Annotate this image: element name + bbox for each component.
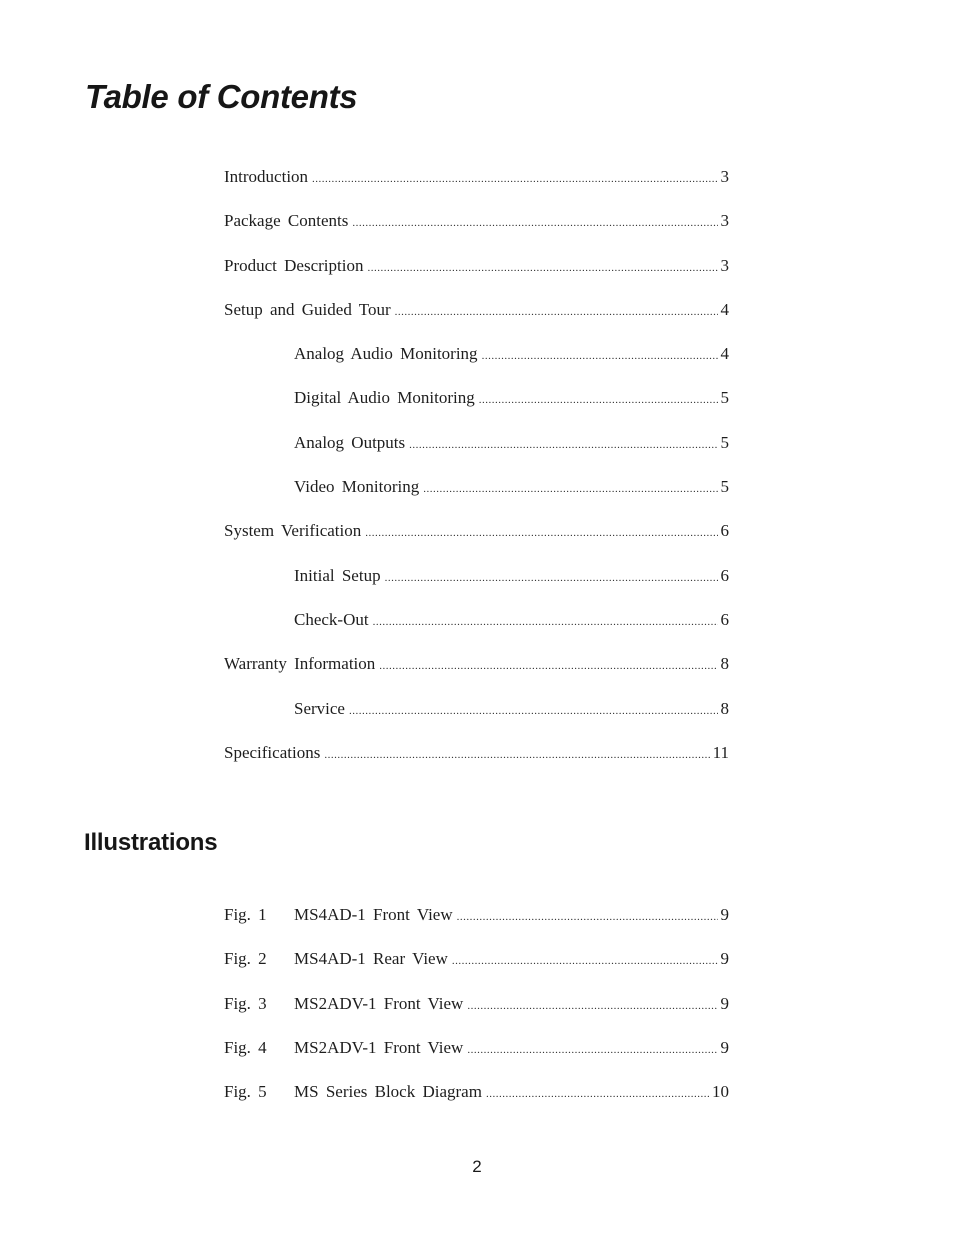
figure-page: 9 bbox=[720, 1037, 729, 1057]
figure-label: MS2ADV-1 Front View bbox=[294, 993, 464, 1013]
toc-entry-label: Check-Out bbox=[294, 609, 369, 629]
toc-entry-analog-outputs[interactable] bbox=[224, 433, 729, 477]
figure-entry-5[interactable] bbox=[224, 1082, 729, 1126]
toc-entry-introduction[interactable] bbox=[224, 167, 729, 211]
toc-entry-label: Video Monitoring bbox=[294, 477, 420, 497]
toc-entry-page: 3 bbox=[720, 211, 729, 231]
dot-leader bbox=[479, 394, 718, 406]
dot-leader bbox=[452, 955, 718, 967]
toc-entry-label: Digital Audio Monitoring bbox=[294, 388, 475, 408]
figure-page: 9 bbox=[720, 993, 729, 1013]
dot-leader bbox=[467, 1044, 717, 1056]
toc-entry-initial-setup[interactable] bbox=[224, 566, 729, 610]
toc-entry-specifications[interactable] bbox=[224, 743, 729, 787]
toc-entry-package-contents[interactable] bbox=[224, 211, 729, 255]
toc-entry-label: Initial Setup bbox=[294, 565, 381, 585]
toc-entry-page: 6 bbox=[720, 521, 729, 541]
dot-leader bbox=[486, 1088, 709, 1100]
illustrations-heading: Illustrations bbox=[84, 829, 218, 856]
toc-entry-check-out[interactable] bbox=[224, 610, 729, 654]
figure-number: Fig. 3 bbox=[224, 993, 267, 1013]
toc-entry-page: 3 bbox=[720, 167, 729, 186]
dot-leader bbox=[367, 262, 717, 274]
figure-page: 9 bbox=[720, 905, 729, 924]
figure-label: MS2ADV-1 Front View bbox=[294, 1037, 464, 1057]
toc-entry-page: 6 bbox=[720, 565, 729, 585]
dot-leader bbox=[365, 527, 717, 539]
toc-entry-label: Specifications bbox=[224, 742, 321, 762]
toc-entry-page: 3 bbox=[720, 255, 729, 275]
toc-entry-analog-audio-monitoring[interactable] bbox=[224, 344, 729, 388]
dot-leader bbox=[324, 749, 709, 761]
figure-entry-1[interactable] bbox=[224, 905, 729, 949]
dot-leader bbox=[385, 572, 718, 584]
figure-label: MS4AD-1 Rear View bbox=[294, 949, 448, 969]
toc-entry-page: 4 bbox=[720, 299, 729, 319]
figure-label: MS4AD-1 Front View bbox=[294, 905, 453, 924]
toc-entry-page: 5 bbox=[720, 388, 729, 408]
dot-leader bbox=[409, 439, 717, 451]
toc-entry-page: 11 bbox=[712, 742, 729, 762]
dot-leader bbox=[467, 1000, 717, 1012]
toc-entry-label: System Verification bbox=[224, 521, 362, 541]
toc-entry-label: Warranty Information bbox=[224, 654, 376, 674]
figure-number: Fig. 5 bbox=[224, 1082, 267, 1102]
dot-leader bbox=[457, 911, 718, 923]
toc-entry-label: Product Description bbox=[224, 255, 364, 275]
page-title: Table of Contents bbox=[85, 78, 358, 115]
toc-entry-service[interactable] bbox=[224, 699, 729, 743]
toc-entry-warranty-information[interactable] bbox=[224, 654, 729, 698]
figure-number: Fig. 4 bbox=[224, 1037, 267, 1057]
toc-entry-label: Package Contents bbox=[224, 211, 349, 231]
figure-entry-3[interactable] bbox=[224, 994, 729, 1038]
toc-entry-digital-audio-monitoring[interactable] bbox=[224, 388, 729, 432]
toc-entry-label: Introduction bbox=[224, 167, 309, 186]
dot-leader bbox=[352, 217, 717, 229]
toc-entry-video-monitoring[interactable] bbox=[224, 477, 729, 521]
dot-leader bbox=[395, 306, 718, 318]
figure-entry-2[interactable] bbox=[224, 949, 729, 993]
figure-entry-4[interactable] bbox=[224, 1038, 729, 1082]
figure-label: MS Series Block Diagram bbox=[294, 1082, 482, 1102]
toc-entry-page: 5 bbox=[720, 432, 729, 452]
page-number: 2 bbox=[472, 1157, 482, 1176]
illustrations-list bbox=[224, 905, 729, 1126]
toc-entry-system-verification[interactable] bbox=[224, 521, 729, 565]
figure-page: 9 bbox=[720, 949, 729, 969]
dot-leader bbox=[482, 350, 718, 362]
toc-entry-page: 4 bbox=[720, 344, 729, 364]
toc-entry-label: Analog Outputs bbox=[294, 432, 406, 452]
toc-entry-page: 5 bbox=[720, 477, 729, 497]
toc-entry-page: 8 bbox=[720, 698, 729, 718]
figure-number: Fig. 1 bbox=[224, 905, 267, 924]
toc-entry-label: Setup and Guided Tour bbox=[224, 299, 391, 319]
dot-leader bbox=[373, 616, 718, 628]
toc-entry-page: 8 bbox=[720, 654, 729, 674]
dot-leader bbox=[379, 660, 717, 672]
dot-leader bbox=[349, 705, 718, 717]
toc-entry-label: Service bbox=[294, 698, 345, 718]
toc-entry-page: 6 bbox=[720, 609, 729, 629]
dot-leader bbox=[423, 483, 717, 495]
toc-entry-product-description[interactable] bbox=[224, 256, 729, 300]
toc-entry-setup-and-guided-tour[interactable] bbox=[224, 300, 729, 344]
figure-page: 10 bbox=[712, 1082, 729, 1102]
toc-list bbox=[224, 167, 729, 787]
figure-number: Fig. 2 bbox=[224, 949, 267, 969]
dot-leader bbox=[312, 173, 717, 185]
toc-entry-label: Analog Audio Monitoring bbox=[294, 344, 478, 364]
